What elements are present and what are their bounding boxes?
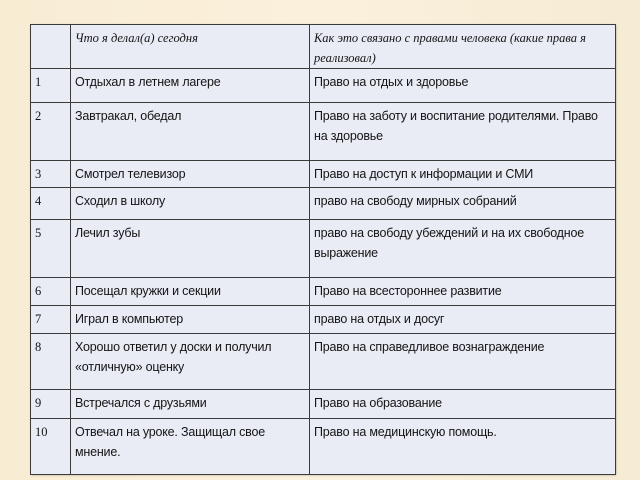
table-row <box>31 188 616 220</box>
table-row <box>31 334 616 390</box>
right-cell: Право на всестороннее развитие <box>310 278 616 306</box>
table-row <box>31 306 616 334</box>
activity-cell: Посещал кружки и секции <box>71 278 310 306</box>
right-cell: Право на образование <box>310 390 616 419</box>
right-cell: Право на справедливое вознаграждение <box>310 334 616 390</box>
activity-cell: Отдыхал в летнем лагере <box>71 69 310 103</box>
row-number: 8 <box>31 334 71 390</box>
table-row <box>31 390 616 419</box>
row-number: 4 <box>31 188 71 220</box>
header-activity: Что я делал(а) сегодня <box>71 25 310 69</box>
header-num <box>31 25 71 69</box>
activity-cell: Смотрел телевизор <box>71 161 310 188</box>
activity-cell: Отвечал на уроке. Защищал свое мнение. <box>71 419 310 475</box>
table-row <box>31 69 616 103</box>
right-cell: Право на заботу и воспитание родителями. Право на здоровье <box>310 103 616 161</box>
table-row <box>31 161 616 188</box>
table-header-row <box>31 25 616 69</box>
row-number: 5 <box>31 220 71 278</box>
table-row <box>31 103 616 161</box>
row-number: 1 <box>31 69 71 103</box>
activity-cell: Сходил в школу <box>71 188 310 220</box>
right-cell: Право на отдых и здоровье <box>310 69 616 103</box>
activity-cell: Завтракал, обедал <box>71 103 310 161</box>
row-number: 10 <box>31 419 71 475</box>
activity-cell: Играл в компьютер <box>71 306 310 334</box>
activity-cell: Хорошо ответил у доски и получил «отличную» оценку <box>71 334 310 390</box>
row-number: 2 <box>31 103 71 161</box>
right-cell: право на отдых и досуг <box>310 306 616 334</box>
right-cell: Право на медицинскую помощь. <box>310 419 616 475</box>
table-row <box>31 419 616 475</box>
row-number: 3 <box>31 161 71 188</box>
table-row <box>31 220 616 278</box>
row-number: 7 <box>31 306 71 334</box>
rights-table-frame <box>30 24 615 474</box>
right-cell: право на свободу мирных собраний <box>310 188 616 220</box>
right-cell: Право на доступ к информации и СМИ <box>310 161 616 188</box>
header-right: Как это связано с правами человека (какие права я реализовал) <box>310 25 616 69</box>
activity-cell: Встречался с друзьями <box>71 390 310 419</box>
rights-table <box>30 24 616 475</box>
activity-cell: Лечил зубы <box>71 220 310 278</box>
row-number: 9 <box>31 390 71 419</box>
right-cell: право на свободу убеждений и на их свободное выражение <box>310 220 616 278</box>
table-row <box>31 278 616 306</box>
row-number: 6 <box>31 278 71 306</box>
